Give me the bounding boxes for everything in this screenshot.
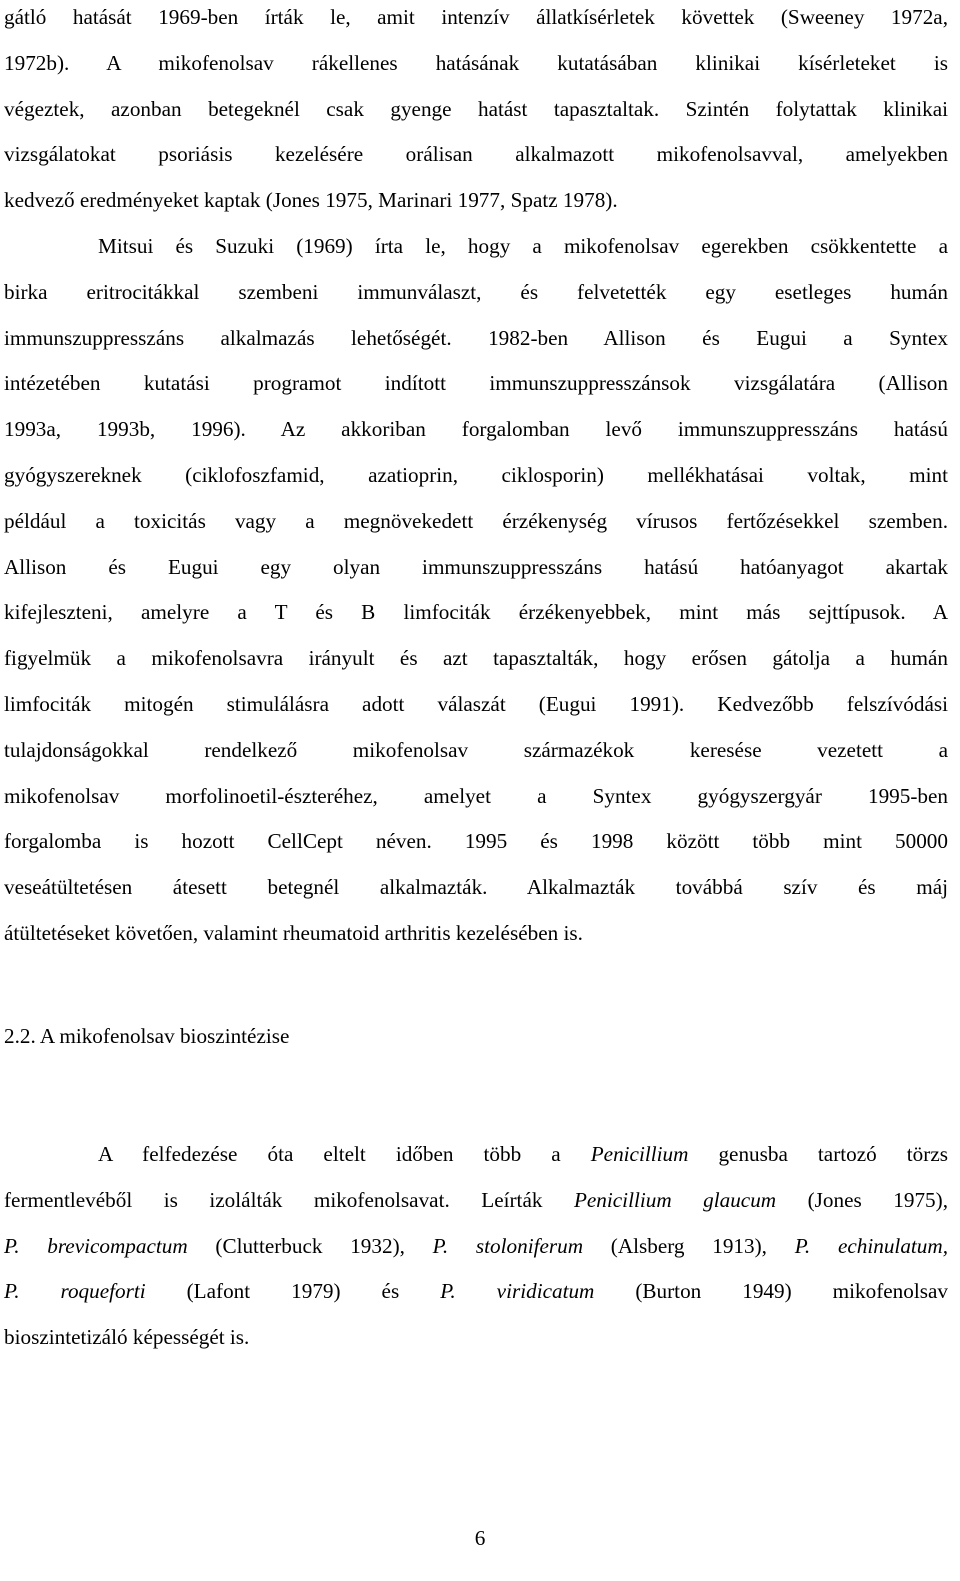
species-name: Penicillium glaucum: [573, 1187, 777, 1212]
text-line: limfociták mitogén stimulálásra adott válaszát (Eugui 1991). Kedvezőbb felszívódási: [4, 691, 948, 716]
text-line: [4, 1269, 948, 1315]
text-line: birka eritrocitákkal szembeni immunválaszt, és felvetették egy esetleges humán: [4, 279, 948, 304]
text-line: Allison és Eugui egy olyan immunszuppresszáns hatású hatóanyagot akartak: [4, 554, 948, 579]
paragraph-1: [4, 0, 948, 957]
text-segment: (Burton 1949) mikofenolsav: [594, 1279, 948, 1304]
species-name: P. echinulatum,: [794, 1233, 948, 1258]
text-line: kifejleszteni, amelyre a T és B limfociták érzékenyebbek, mint más sejttípusok. A: [4, 600, 948, 625]
text-line: intézetében kutatási programot indított immunszuppresszánsok vizsgálatára (Allison: [4, 371, 948, 396]
text-line: gyógyszereknek (ciklofoszfamid, azatioprin, ciklosporin) mellékhatásai voltak, mint: [4, 462, 948, 487]
text-line: például a toxicitás vagy a megnövekedett érzékenység vírusos fertőzésekkel szemben.: [4, 508, 948, 533]
text-line: figyelmük a mikofenolsavra irányult és azt tapasztalták, hogy erősen gátolja a humán: [4, 646, 948, 671]
text-line: gátló hatását 1969-ben írták le, amit intenzív állatkísérletek követtek (Sweeney 1972a,: [4, 5, 948, 29]
text-line: mikofenolsav morfolinoetil-észteréhez, amelyet a Syntex gyógyszergyár 1995-ben: [4, 783, 948, 808]
text-line: immunszuppresszáns alkalmazás lehetőségét. 1982-ben Allison és Eugui a Syntex: [4, 325, 948, 350]
text-segment: fermentlevéből is izolálták mikofenolsavat. Leírták: [4, 1187, 574, 1212]
page-number: 6: [474, 1526, 486, 1550]
text-line: kedvező eredményeket kaptak (Jones 1975, Marinari 1977, Spatz 1978).: [4, 188, 618, 213]
species-name: P. brevicompactum: [4, 1233, 188, 1258]
species-name: P. roqueforti: [4, 1279, 146, 1304]
paragraph-3: [4, 1132, 948, 1361]
species-name: P. viridicatum: [440, 1279, 595, 1304]
text-line: forgalomba is hozott CellCept néven. 1995 és 1998 között több mint 50000: [4, 829, 948, 854]
text-segment: (Lafont 1979) és: [145, 1279, 441, 1304]
text-line: veseátültetésen átesett betegnél alkalmazták. Alkalmazták továbbá szív és máj: [4, 875, 948, 900]
text-line: tulajdonságokkal rendelkező mikofenolsav származékok keresése vezetett a: [4, 737, 948, 762]
text-line: [4, 1224, 948, 1270]
text-line: bioszintetizáló képességét is.: [4, 1325, 250, 1350]
text-segment: (Alsberg 1913),: [583, 1233, 795, 1258]
text-segment: A felfedezése óta eltelt időben több a: [98, 1142, 591, 1166]
species-name: P. stoloniferum: [432, 1233, 584, 1258]
text-line: 1993a, 1993b, 1996). Az akkoriban forgalomban levő immunszuppresszáns hatású: [4, 417, 948, 442]
text-segment: (Clutterbuck 1932),: [187, 1233, 433, 1258]
text-line: átültetéseket követően, valamint rheumatoid arthritis kezelésében is.: [4, 920, 583, 945]
text-segment: genusba tartozó törzs: [688, 1142, 948, 1166]
text-line: 1972b). A mikofenolsav rákellenes hatásának kutatásában klinikai kísérleteket is: [4, 50, 948, 75]
text-line: végeztek, azonban betegeknél csak gyenge hatást tapasztaltak. Szintén folytattak klinikai: [4, 96, 948, 121]
text-line: vizsgálatokat psoriásis kezelésére orálisan alkalmazott mikofenolsavval, amelyekben: [4, 142, 948, 167]
text-line: [4, 1178, 948, 1224]
text-line: [4, 1132, 948, 1178]
species-name: Penicillium: [590, 1142, 689, 1166]
text-line: Mitsui és Suzuki (1969) írta le, hogy a mikofenolsav egerekben csökkentette a: [98, 233, 948, 258]
section-heading: 2.2. A mikofenolsav bioszintézise: [4, 1024, 290, 1048]
text-segment: (Jones 1975),: [776, 1187, 948, 1212]
